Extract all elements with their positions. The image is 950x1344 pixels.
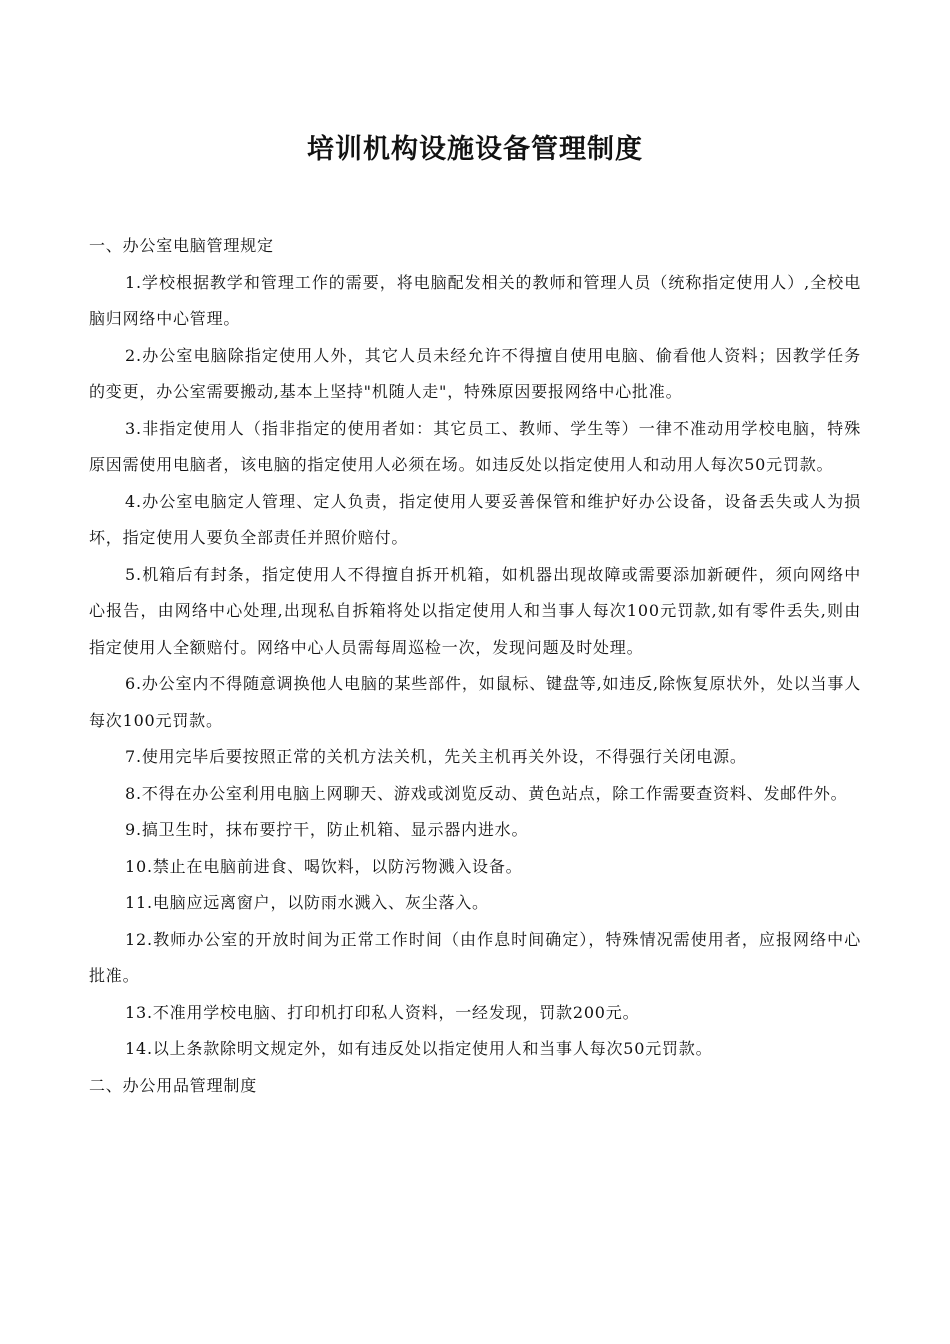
document-title: 培训机构设施设备管理制度 (307, 134, 643, 165)
section-heading-computer-rules: 一、办公室电脑管理规定 (89, 236, 274, 255)
rule-item-1: 1.学校根据教学和管理工作的需要，将电脑配发相关的教师和管理人员（统称指定使用人）,全校电脑归网络中心管理。 (89, 272, 861, 328)
rule-item-9: 9.搞卫生时，抹布要拧干，防止机箱、显示器内进水。 (125, 820, 529, 839)
rule-item-11: 11.电脑应远离窗户，以防雨水溅入、灰尘落入。 (125, 893, 489, 912)
rule-item-8: 8.不得在办公室利用电脑上网聊天、游戏或浏览反动、黄色站点，除工作需要查资料、发邮件外。 (125, 783, 848, 803)
rule-item-6: 6.办公室内不得随意调换他人电脑的某些部件，如鼠标、键盘等,如违反,除恢复原状外，处以当事人每次100元罚款。 (89, 674, 861, 730)
rule-item-13: 13.不准用学校电脑、打印机打印私人资料，一经发现，罚款200元。 (125, 1002, 640, 1022)
rule-item-14: 14.以上条款除明文规定外，如有违反处以指定使用人和当事人每次50元罚款。 (125, 1039, 713, 1058)
rule-item-2: 2.办公室电脑除指定使用人外，其它人员未经允许不得擅自使用电脑、偷看他人资料；因教学任务的变更，办公室需要搬动,基本上坚持"机随人走"，特殊原因要报网络中心批准。 (89, 345, 861, 401)
rule-item-10: 10.禁止在电脑前进食、喝饮料，以防污物溅入设备。 (125, 856, 523, 876)
rule-item-5: 5.机箱后有封条，指定使用人不得擅自拆开机箱，如机器出现故障或需要添加新硬件，须向网络中心报告，由网络中心处理,出现私自拆箱将处以指定使用人和当事人每次100元罚款,如有零件丢失,则由指定使用人全额赔付。网络中心人员需每周巡检一次，发现问题及时处理。 (89, 564, 861, 657)
rule-item-4: 4.办公室电脑定人管理、定人负责，指定使用人要妥善保管和维护好办公设备，设备丢失或人为损坏，指定使用人要负全部责任并照价赔付。 (89, 491, 861, 547)
document-body (89, 228, 861, 1104)
rule-item-3: 3.非指定使用人（指非指定的使用者如：其它员工、教师、学生等）一律不准动用学校电脑，特殊原因需使用电脑者，该电脑的指定使用人必须在场。如违反处以指定使用人和动用人每次50元罚款。 (89, 418, 861, 474)
section-heading-office-supplies: 二、办公用品管理制度 (89, 1075, 258, 1095)
rule-item-12: 12.教师办公室的开放时间为正常工作时间（由作息时间确定），特殊情况需使用者，应报网络中心批准。 (89, 929, 861, 985)
rule-item-7: 7.使用完毕后要按照正常的关机方法关机，先关主机再关外设，不得强行关闭电源。 (125, 747, 747, 766)
